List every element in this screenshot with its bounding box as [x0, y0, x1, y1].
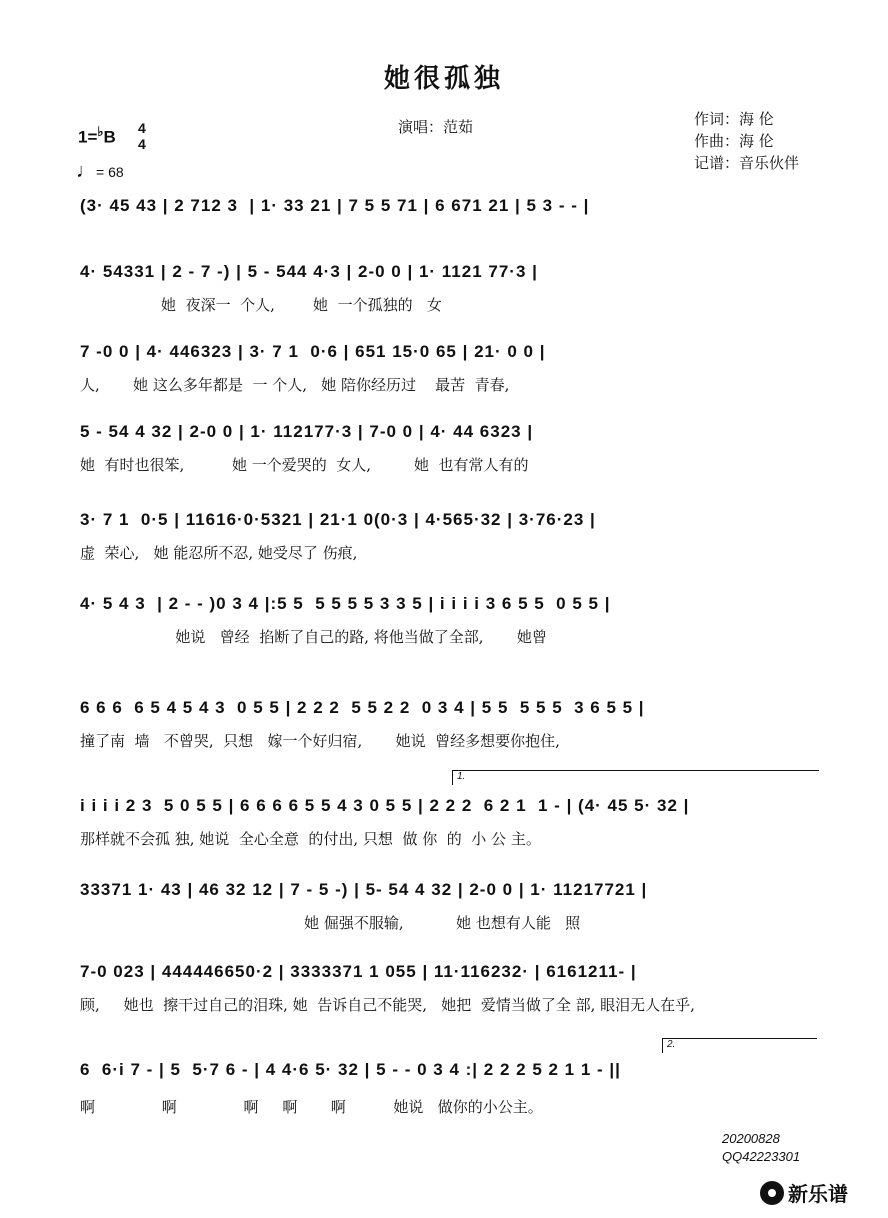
key-prefix: 1= [78, 127, 98, 147]
lyricist-credit: 作词：海 伦 [694, 110, 774, 128]
singer-credit: 演唱：范茹 [398, 118, 474, 136]
time-signature-top: 4 [138, 120, 146, 136]
key-note: B [103, 127, 116, 147]
tempo-marking [76, 160, 124, 183]
notation-row-10: 7-0 023 | 444446650·2 | 3333371 1 055 | 11·116232· | 6161211- | [80, 962, 637, 981]
qq-text: QQ42223301 [722, 1149, 801, 1164]
second-ending-bracket: 2. [662, 1038, 817, 1053]
notation-row-11: 6 6·i 7 - | 5 5·7 6 - | 4 4·6 5· 32 | 5 - - 0 3 4 :| 2 2 2 5 2 1 1 - || [80, 1060, 621, 1079]
credits-block [694, 108, 799, 174]
date-text: 20200828 [722, 1131, 780, 1146]
lyric-row-7: 撞了南 墙 不曾哭, 只想 嫁一个好归宿, 她说 曾经多想要你抱住, [80, 732, 560, 750]
tempo-value: = 68 [96, 164, 124, 180]
lyric-row-11: 啊 啊 啊 啊 啊 她说 做你的小公主。 [80, 1098, 543, 1116]
lyric-row-6: 她说 曾经 掐断了自己的路, 将他当做了全部, 她曾 [80, 628, 547, 646]
lyric-row-9: 她 倔强不服输, 她 也想有人能 照 [80, 914, 581, 932]
song-title: 她很孤独 [383, 64, 504, 94]
site-logo[interactable] [760, 1178, 848, 1207]
notation-row-6: 4· 5 4 3 | 2 - - )0 3 4 |:5 5 5 5 5 5 3 3 5 | i i i i 3 6 5 5 0 5 5 | [80, 594, 611, 613]
music-disc-icon [760, 1181, 784, 1205]
notation-row-7: 6 6 6 6 5 4 5 4 3 0 5 5 | 2 2 2 5 5 2 2 0 3 4 | 5 5 5 5 5 3 6 5 5 | [80, 698, 645, 717]
lyric-row-2: 她 夜深一 个人, 她 一个孤独的 女 [80, 296, 442, 314]
transcriber-credit: 记谱：音乐伙伴 [694, 154, 800, 172]
notation-row-9: 33371 1· 43 | 46 32 12 | 7 - 5 -) | 5- 54 4 32 | 2-0 0 | 1· 11217721 | [80, 880, 648, 899]
first-ending-bracket: 1. [452, 770, 819, 785]
flat-symbol: ♭ [97, 124, 104, 139]
lyric-row-5: 虚 荣心, 她 能忍所不忍, 她受尽了 伤痕, [80, 544, 358, 562]
notation-row-8: i i i i 2 3 5 0 5 5 | 6 6 6 6 5 5 4 3 0 5 5 | 2 2 2 6 2 1 1 - | (4· 45 5· 32 | [80, 796, 690, 815]
key-signature [78, 124, 116, 148]
notation-row-5: 3· 7 1 0·5 | 11616·0·5321 | 21·1 0(0·3 | 4·565·32 | 3·76·23 | [80, 510, 596, 529]
notation-row-1: (3· 45 43 | 2 712 3 | 1· 33 21 | 7 5 5 71 | 6 671 21 | 5 3 - - | [80, 196, 590, 215]
lyric-row-8: 那样就不会孤 独, 她说 全心全意 的付出, 只想 做 你 的 小 公 主。 [80, 830, 541, 848]
lyric-row-4: 她 有时也很笨, 她 一个爱哭的 女人, 她 也有常人有的 [80, 456, 529, 474]
notation-row-2: 4· 54331 | 2 - 7 -) | 5 - 544 4·3 | 2-0 0 | 1· 1121 77·3 | [80, 262, 538, 281]
time-signature-bottom: 4 [138, 136, 146, 152]
time-signature [138, 120, 146, 152]
quarter-note-icon: ♩ [76, 160, 96, 182]
logo-text: 新乐谱 [788, 1184, 848, 1206]
composer-credit: 作曲：海 伦 [694, 132, 774, 150]
transcription-date [722, 1130, 800, 1166]
notation-row-4: 5 - 54 4 32 | 2-0 0 | 1· 112177·3 | 7-0 0 | 4· 44 6323 | [80, 422, 534, 441]
notation-row-3: 7 -0 0 | 4· 446323 | 3· 7 1 0·6 | 651 15·0 65 | 21· 0 0 | [80, 342, 546, 361]
lyric-row-10: 顾, 她也 擦干过自己的泪珠, 她 告诉自己不能哭, 她把 爱情当做了全 部, 眼泪无人在乎, [80, 996, 695, 1014]
lyric-row-3: 人, 她 这么多年都是 一 个人, 她 陪你经历过 最苦 青春, [80, 376, 510, 394]
